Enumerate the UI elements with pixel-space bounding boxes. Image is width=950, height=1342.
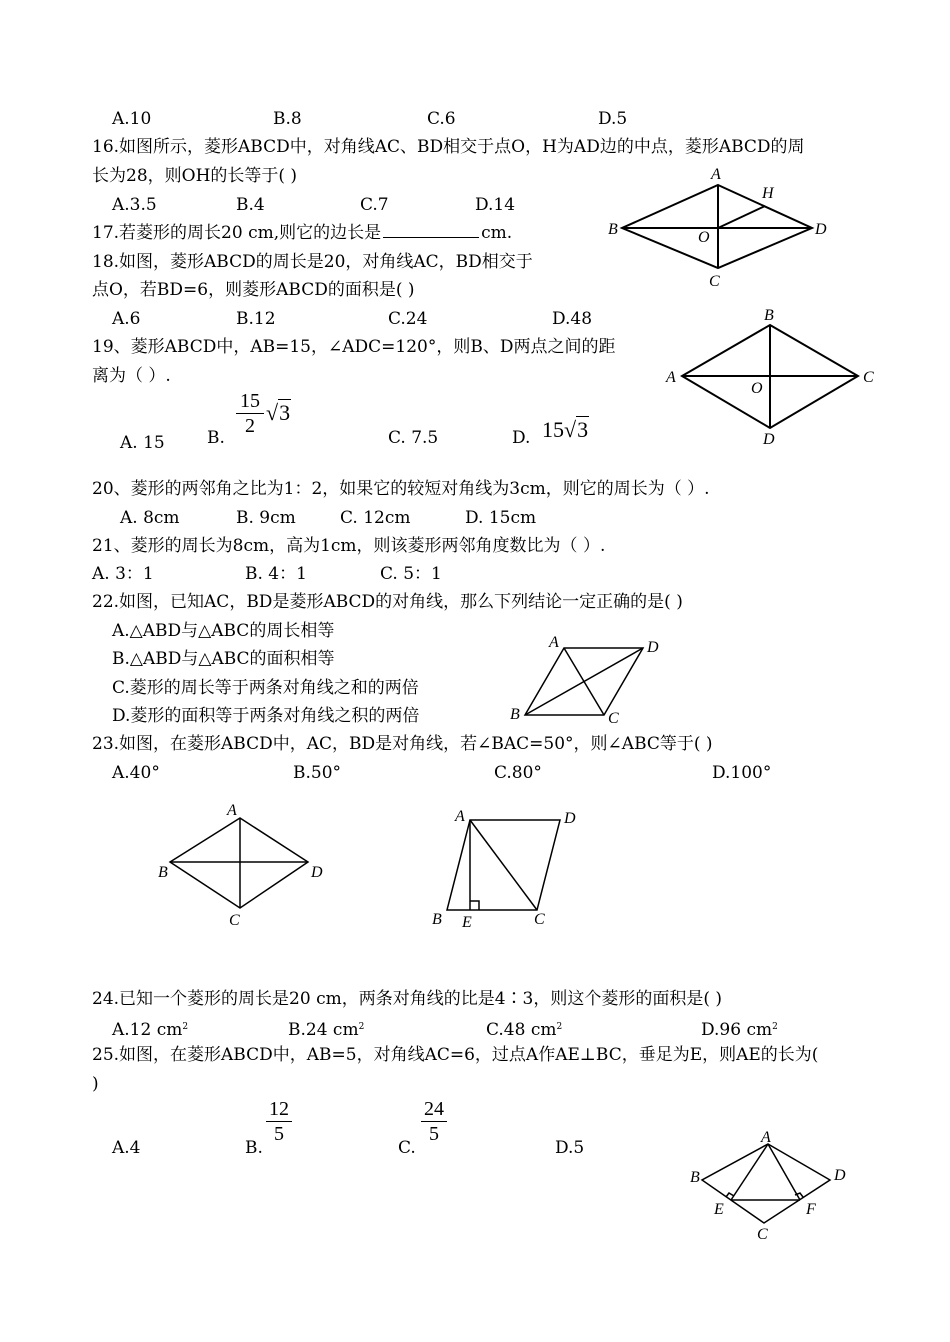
q23-option-a: A.40° [112,763,160,783]
q16-stem-line1: 16.如图所示，菱形ABCD中，对角线AC、BD相交于点O，H为AD边的中点，菱形ABCD的周 [92,137,805,157]
q19-stem-line1: 19、菱形ABCD中，AB=15，∠ADC=120°，则B、D两点之间的距 [92,337,616,357]
q18-stem-line1: 18.如图，菱形ABCD的周长是20，对角线AC，BD相交于 [92,252,533,272]
q19-option-d: D. [512,428,531,448]
q19-option-d-radicand: 3 [577,417,589,442]
q18-option-d: D.48 [552,309,593,329]
q25-label-b: B [690,1169,700,1186]
q23-right-label-e: E [462,914,472,931]
q18-label-a: A [666,369,676,386]
q23-left-label-b: B [158,864,168,881]
q16-stem-line2: 长为28，则OH的长等于( ) [92,166,298,186]
q25-stem-line1: 25.如图，在菱形ABCD中，AB=5，对角线AC=6，过点A作AE⊥BC，垂足为E，则AE的长为( [92,1045,819,1065]
q22-label-c: C [608,710,619,727]
q18-option-b: B.12 [236,309,276,329]
q25-label-d: D [834,1167,846,1184]
q19-option-b-sqrt: √3 [266,400,291,425]
q15-option-a: A.10 [112,109,152,129]
q23-option-d: D.100° [712,763,772,783]
q16-label-d: D [815,221,827,238]
q25-option-c-numerator: 24 [424,1098,444,1120]
q18-label-d: D [763,431,775,448]
q18-label-b: B [764,307,774,324]
q19-option-c: C. 7.5 [388,428,439,448]
q25-option-b-numerator: 12 [269,1098,289,1120]
q24-option-b-sup: 2 [358,1022,365,1032]
q16-label-b: B [608,221,618,238]
q23-option-b: B.50° [293,763,342,783]
q15-option-b: B.8 [273,109,302,129]
q19-option-b-radicand: 3 [279,400,291,425]
q21-stem: 21、菱形的周长为8cm，高为1cm，则该菱形两邻角度数比为（ ）. [92,536,606,556]
q19-stem-line2: 离为（ ）. [92,366,171,386]
q24-stem: 24.已知一个菱形的周长是20 cm，两条对角线的比是4∶3，则这个菱形的面积是( ) [92,989,723,1009]
q17-stem-post: cm. [481,223,513,243]
q22-label-a: A [549,634,559,651]
q25-option-c-denominator: 5 [429,1123,439,1145]
q16-label-a: A [711,166,721,183]
q19-option-d-coefficient: 15 [542,417,564,442]
q25-option-d: D.5 [555,1138,585,1158]
q25-label-f: F [806,1201,816,1218]
q21-option-c: C. 5：1 [380,564,442,584]
q22-option-b: B.△ABD与△ABC的面积相等 [112,649,335,669]
q16-label-h: H [762,185,774,202]
q19-option-b-denominator: 2 [245,415,255,437]
q19-option-b: B. [207,428,225,448]
q24-option-d-text: D.96 cm [701,1020,773,1040]
q25-segment-af [768,1144,800,1200]
q25-label-a: A [761,1129,771,1146]
q25-option-b: B. [245,1138,263,1158]
q24-option-c-text: C.48 cm [486,1020,557,1040]
q18-option-c: C.24 [388,309,428,329]
q23-option-c: C.80° [494,763,542,783]
q15-option-d: D.5 [598,109,628,129]
q20-stem: 20、菱形的两邻角之比为1：2，如果它的较短对角线为3cm，则它的周长为（ ）. [92,479,710,499]
q24-option-a-sup: 2 [182,1022,189,1032]
q22-option-a: A.△ABD与△ABC的周长相等 [112,621,335,641]
q23-left-label-c: C [229,912,240,929]
q15-option-c: C.6 [427,109,456,129]
q16-option-c: C.7 [360,195,389,215]
q22-option-d: D.菱形的面积等于两条对角线之积的两倍 [112,706,420,726]
q23-left-label-a: A [227,802,237,819]
q22-stem: 22.如图，已知AC，BD是菱形ABCD的对角线，那么下列结论一定正确的是( ) [92,592,683,612]
q25-option-b-denominator: 5 [274,1123,284,1145]
q18-label-o: O [751,380,763,397]
q25-option-c: C. [398,1138,416,1158]
q17-stem-pre: 17.若菱形的周长20 cm,则它的边长是 [92,223,382,243]
q23-stem: 23.如图，在菱形ABCD中，AC，BD是对角线，若∠BAC=50°，则∠ABC等于( ) [92,734,713,754]
q25-segment-ae [731,1144,768,1200]
q19-option-a: A. 15 [120,433,165,453]
q16-label-o: O [698,229,710,246]
q21-option-a: A. 3：1 [92,564,154,584]
q23-right-label-b: B [432,911,442,928]
q19-option-b-numerator: 15 [240,390,260,412]
q22-label-b: B [510,706,520,723]
q16-option-a: A.3.5 [112,195,157,215]
q25-option-a: A.4 [112,1138,141,1158]
q16-option-b: B.4 [236,195,265,215]
q23-right-label-d: D [564,810,576,827]
q23-right-label-a: A [455,808,465,825]
q20-option-a: A. 8cm [120,508,180,528]
q20-option-d: D. 15cm [465,508,537,528]
q22-option-c: C.菱形的周长等于两条对角线之和的两倍 [112,678,419,698]
q18-stem-line2: 点O，若BD=6，则菱形ABCD的面积是( ) [92,280,415,300]
q19-option-d-expression: 15√3 [542,417,589,442]
q25-label-c: C [757,1226,768,1243]
q24-option-d-sup: 2 [772,1022,778,1032]
q24-option-c-sup: 2 [556,1022,563,1032]
q24-option-a-text: A.12 cm [112,1020,183,1040]
q21-option-b: B. 4：1 [245,564,307,584]
q16-label-c: C [709,273,720,290]
q22-label-d: D [647,639,659,656]
q20-option-c: C. 12cm [340,508,411,528]
q25-stem-line2: ) [92,1074,99,1094]
q24-option-b-text: B.24 cm [288,1020,359,1040]
q18-label-c: C [863,369,874,386]
q25-label-e: E [714,1201,724,1218]
q18-option-a: A.6 [112,309,141,329]
q23-right-label-c: C [534,911,545,928]
q20-option-b: B. 9cm [236,508,296,528]
q23-left-label-d: D [311,864,323,881]
q16-option-d: D.14 [475,195,516,215]
